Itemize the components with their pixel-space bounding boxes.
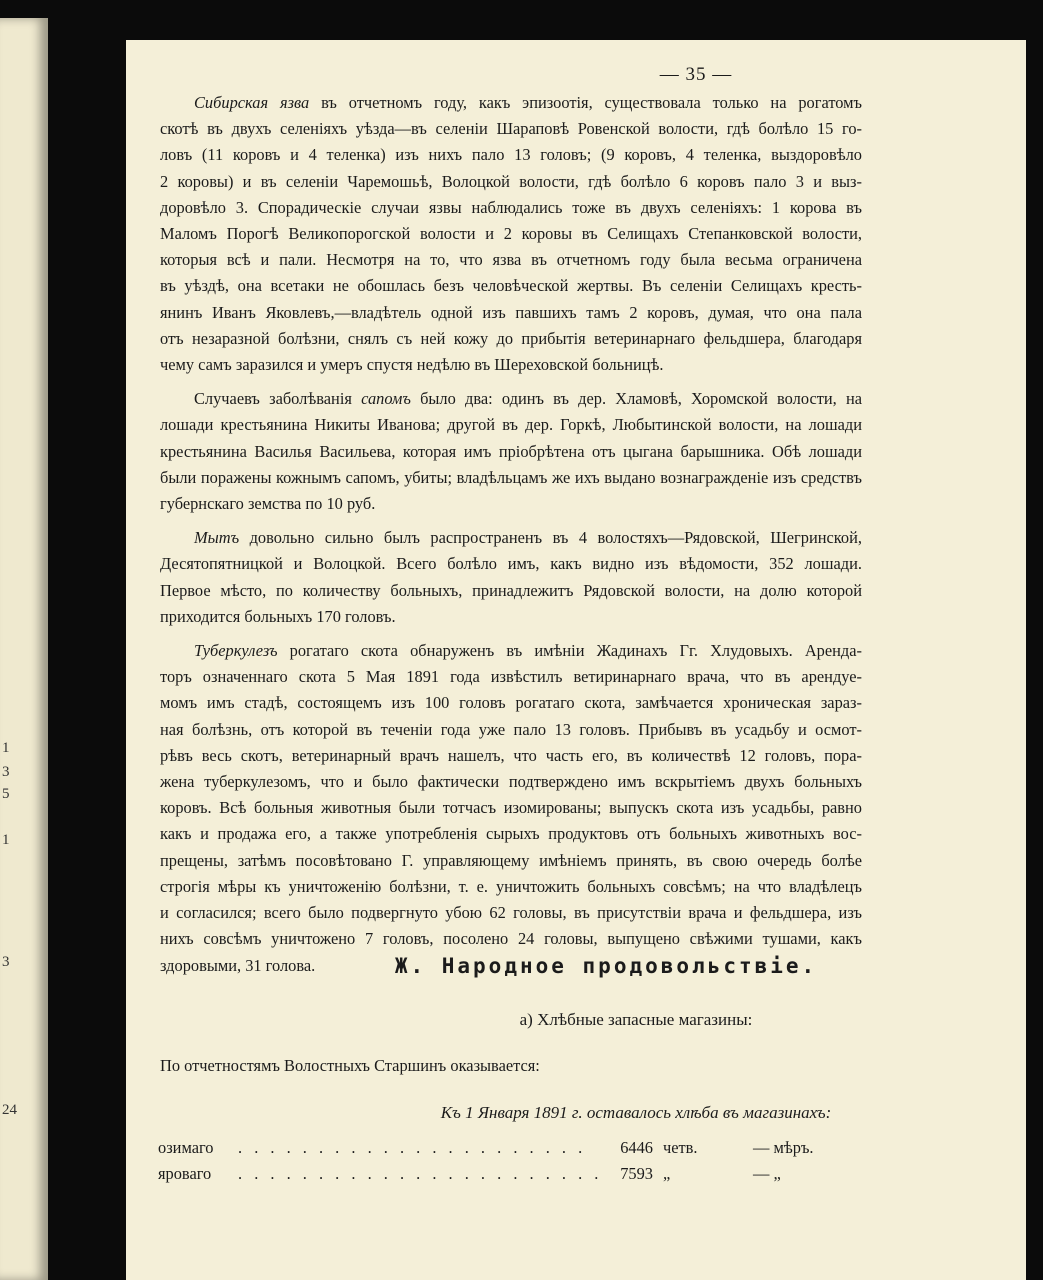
text-line: 2 коровы) и въ селеніи Чаремошьѣ, Волоцкой волости, гдѣ болѣло 6 коровъ пало 3 и выз- xyxy=(160,171,862,191)
text-line: Десятопятницкой и Волоцкой. Всего болѣло имъ, какъ видно изъ вѣдомости, 352 лошади. xyxy=(160,554,862,574)
text-line: которыя всѣ и пали. Несмотря на то, что язва въ отчетномъ году была весьма ограничена xyxy=(160,250,862,270)
text-line xyxy=(160,386,862,412)
margin-fragment: 1 xyxy=(2,740,10,756)
text-line: губернскаго земства по 10 руб. xyxy=(160,494,376,514)
book-spine xyxy=(48,0,126,1280)
grain-name: озимаго xyxy=(158,1138,214,1157)
paragraph-strangles xyxy=(160,525,862,630)
ledger-row-winter xyxy=(158,1138,858,1164)
text-line: нихъ совсѣмъ уничтожено 7 головъ, посолено 24 головы, выпущено свѣжими тушами, какъ xyxy=(160,929,862,949)
page-number: — 35 — xyxy=(659,64,733,85)
text-line: въ уѣздѣ, она всетаки не обошлась безъ человѣческой жертвы. Въ селеніи Селищахъ кресть- xyxy=(160,276,862,296)
text-line: Первое мѣсто, по количеству больныхъ, принадлежитъ Рядовской волости, на долю которой xyxy=(160,580,862,600)
paragraph-glanders xyxy=(160,386,862,517)
text-line: янинъ Иванъ Яковлевъ,—владѣтель одной изъ павшихъ тамъ 2 коровъ, думая, что она пала xyxy=(160,302,862,322)
unit-mer: — мѣръ. xyxy=(753,1138,814,1157)
text-line: чему самъ заразился и умеръ спустя недѣлю въ Шереховской больницѣ. xyxy=(160,355,664,375)
margin-fragments xyxy=(0,18,20,1280)
text-line: рѣвъ весь скотъ, ветеринарный врачъ нашелъ, что часть его, въ количествѣ 12 головъ, пора- xyxy=(160,745,862,765)
text-line: строгія мѣры къ уничтоженію болѣзни, т. е. уничтожить больныхъ совсѣмъ; на что владѣлецъ xyxy=(160,876,862,896)
italic-term: Мытъ xyxy=(194,528,240,548)
text-line: ловъ (11 коровъ и 4 теленка) изъ нихъ пало 13 головъ; (9 коровъ, 4 теленка, выздоровѣло xyxy=(160,145,862,165)
grain-quantity: 7593 xyxy=(620,1164,653,1183)
text-line: были поражены кожнымъ сапомъ, убиты; владѣльцамъ же ихъ выдано вознагражденіе изъ средствъ xyxy=(160,467,862,487)
italic-term: Туберкулезъ xyxy=(194,641,278,661)
body-text xyxy=(160,90,862,987)
unit-mer: — „ xyxy=(753,1164,781,1183)
margin-fragment: 3 xyxy=(2,764,10,780)
subsection-title: а) Хлѣбные запасные магазины: xyxy=(519,1010,753,1029)
text-line: доровѣло 3. Спорадическіе случаи язвы наблюдались тоже въ двухъ селеніяхъ: 1 корова въ xyxy=(160,197,862,217)
paragraph-anthrax xyxy=(160,90,862,378)
text-segment: Случаевъ заболѣванія xyxy=(194,389,362,409)
text-line: жена туберкулезомъ, что и было фактически подтверждено имъ вскрытіемъ двухъ больныхъ xyxy=(160,772,862,792)
margin-fragment: 3 xyxy=(2,954,10,970)
text-line: торъ означеннаго скота 5 Мая 1891 года извѣстилъ ветиринарнаго врача, что въ арендуе- xyxy=(160,667,862,687)
text-line: ная болѣзнь, отъ которой въ теченіи года уже пало 13 головъ. Прибывъ въ усадьбу и осмот- xyxy=(160,719,862,739)
document-page xyxy=(126,40,1026,1280)
text-line: здоровыми, 31 голова. xyxy=(160,955,316,975)
text-segment: довольно сильно былъ распространенъ въ 4 волостяхъ—Рядовской, Шегринской, xyxy=(239,528,862,548)
italic-term: сапомъ xyxy=(361,389,411,409)
grain-quantity: 6446 xyxy=(620,1138,653,1157)
text-line: отъ незаразной болѣзни, снялъ съ ней кожу до прибытія ветеринарнаго фельдшера, благодаря xyxy=(160,328,862,348)
italic-term: Сибирская язва xyxy=(194,93,310,112)
text-segment: было два: одинъ въ дер. Хламовѣ, Хоромской волости, на xyxy=(410,389,862,409)
text-line: Маломъ Порогѣ Великопорогской волости и 2 коровы въ Селищахъ Степанковской волости, xyxy=(160,224,862,244)
section-title: Ж. Народное продовольствіе. xyxy=(394,954,818,978)
text-line: прещены, затѣмъ посовѣтовано Г. управляющему имѣніемъ принять, въ свою очередь болѣе xyxy=(160,850,862,870)
grain-ledger xyxy=(158,1138,858,1190)
text-line: коровъ. Всѣ больныя животныя были тотчасъ изомированы; выпускъ скота изъ усадьбы, равно xyxy=(160,798,862,818)
leader-dots: . . . . . . . . . . . . . . . . . . . . . . . xyxy=(238,1164,603,1183)
text-line: момъ имъ стадѣ, состоящемъ изъ 100 головъ рогатаго скота, замѣчается хроническая зараз- xyxy=(160,693,862,713)
text-line: приходится больныхъ 170 головъ. xyxy=(160,606,396,626)
unit-chetv: четв. xyxy=(663,1138,698,1157)
text-line xyxy=(160,90,862,116)
leader-dots: . . . . . . . . . . . . . . . . . . . . . . xyxy=(238,1138,587,1157)
text-line: какъ и продажа его, а также употребленія сырыхъ продуктовъ отъ больныхъ животныхъ вос- xyxy=(160,824,862,844)
text-segment: въ отчетномъ году, какъ эпизоотія, существовала только на рогатомъ xyxy=(309,93,862,112)
unit-chetv: „ xyxy=(663,1164,671,1183)
margin-fragment: 1 xyxy=(2,832,10,848)
text-line xyxy=(160,525,862,551)
text-line: крестьянина Василья Васильева, которая имъ пріобрѣтена отъ цыгана барышника. Обѣ лошади xyxy=(160,441,862,461)
margin-fragment: 24 xyxy=(2,1102,17,1118)
text-line: скотѣ въ двухъ селеніяхъ уѣзда—въ селеніи Шараповѣ Ровенской волости, гдѣ болѣло 15 го- xyxy=(160,119,862,139)
ledger-title: Къ 1 Января 1891 г. оставалось хлѣба въ магазинахъ: xyxy=(440,1103,832,1122)
paragraph-tuberculosis xyxy=(160,638,862,979)
text-line xyxy=(160,638,862,664)
text-line: лошади крестьянина Никиты Иванова; другой въ дер. Горкѣ, Любытинской волости, на лошади xyxy=(160,415,862,435)
grain-name: яроваго xyxy=(158,1164,212,1183)
text-segment: рогатаго скота обнаруженъ въ имѣніи Жадинахъ Гг. Хлудовыхъ. Аренда- xyxy=(277,641,862,661)
left-page-edge xyxy=(0,18,48,1280)
lead-line: По отчетностямъ Волостныхъ Старшинъ оказывается: xyxy=(160,1056,540,1075)
text-line: и согласился; всего было подвергнуто убою 62 головы, въ присутствіи врача и фельдшера, изъ xyxy=(160,903,862,923)
ledger-row-spring xyxy=(158,1164,858,1190)
margin-fragment: 5 xyxy=(2,786,10,802)
